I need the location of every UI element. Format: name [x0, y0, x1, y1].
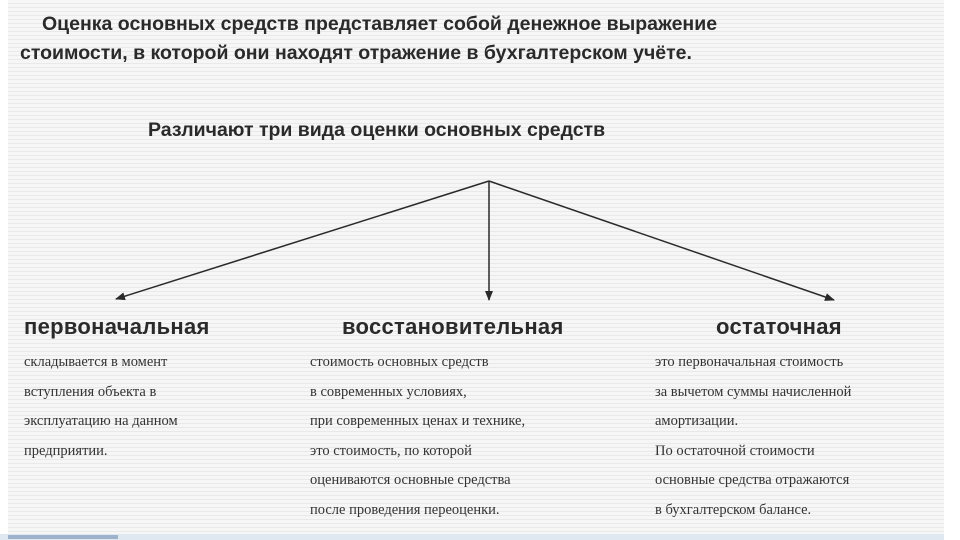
description-line: складывается в момент	[24, 354, 168, 370]
type-original-title: первоначальная	[24, 314, 210, 339]
intro-line-1: Оценка основных средств представляет собой денежное выражение	[42, 13, 718, 35]
arrow-left	[116, 181, 489, 299]
diagram-heading: Различают три вида оценки основных средств	[148, 119, 606, 141]
type-residual-description	[655, 348, 851, 525]
description-line: амортизации.	[655, 413, 739, 429]
description-line: эксплуатацию на данном	[24, 413, 178, 429]
intro-line-2: стоимости, в которой они находят отражение в бухгалтерском учёте.	[20, 42, 692, 64]
description-line: вступления объекта в	[24, 383, 157, 400]
description-line: стоимость основных средств	[310, 354, 489, 370]
description-line: предприятии.	[24, 442, 108, 459]
description-line: оцениваются основные средства	[310, 472, 511, 488]
description-line: за вычетом суммы начисленной	[655, 383, 852, 400]
description-line: в бухгалтерском балансе.	[655, 501, 812, 518]
description-line: при современных ценах и технике,	[310, 413, 526, 429]
type-replacement-description	[310, 348, 525, 525]
type-original-description	[24, 348, 178, 466]
description-line: это первоначальная стоимость	[655, 354, 844, 370]
type-residual-title: остаточная	[716, 314, 842, 339]
description-line: основные средства отражаются	[655, 472, 850, 488]
slide-edge	[944, 0, 960, 540]
arrow-right	[489, 181, 834, 300]
description-line: после проведения переоценки.	[310, 501, 500, 518]
description-line: в современных условиях,	[310, 383, 467, 400]
description-line: это стоимость, по которой	[310, 442, 472, 459]
type-replacement-title: восстановительная	[342, 314, 564, 339]
description-line: По остаточной стоимости	[655, 442, 815, 459]
